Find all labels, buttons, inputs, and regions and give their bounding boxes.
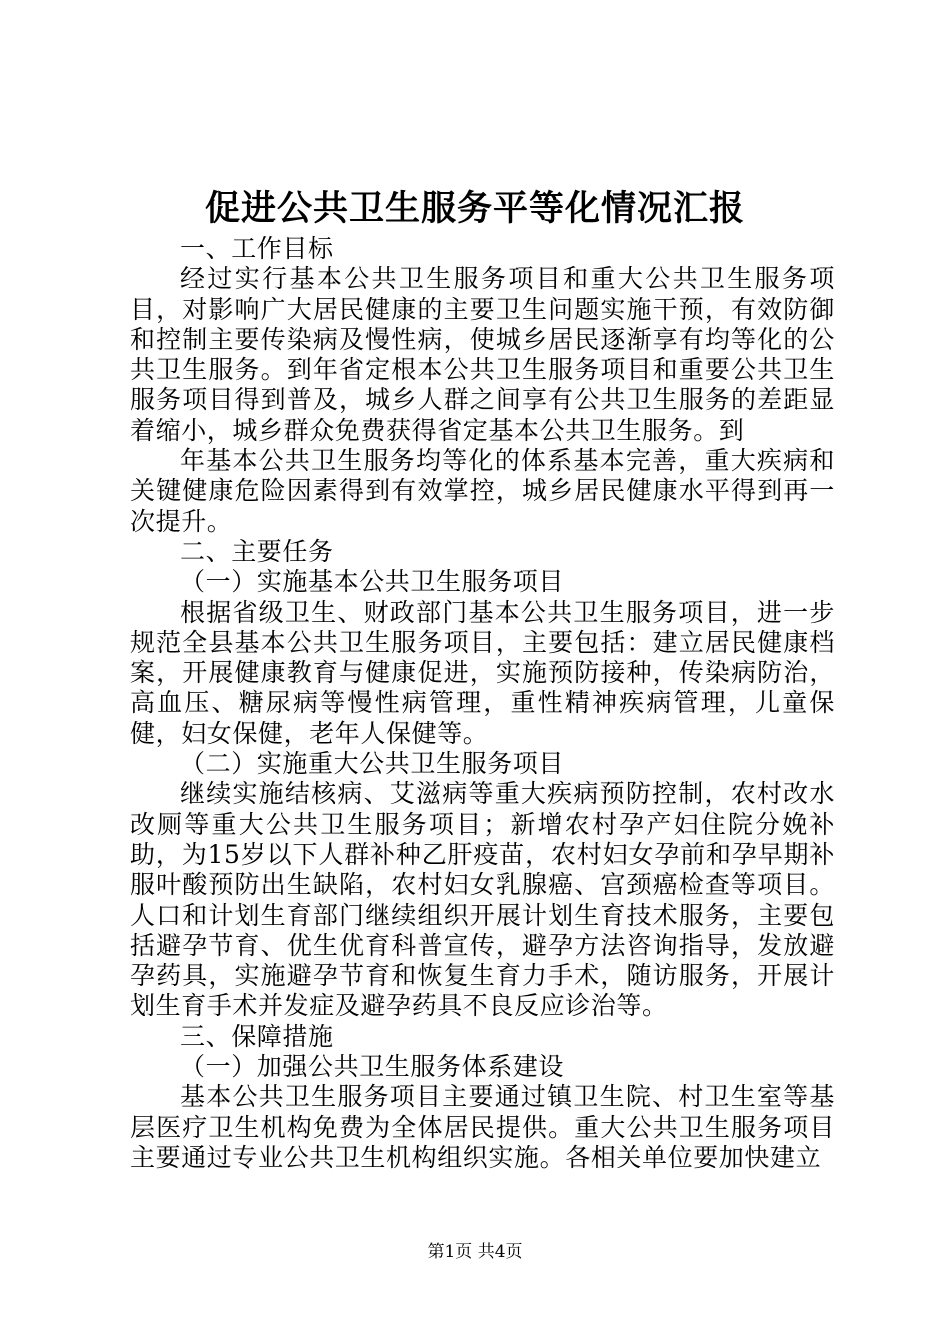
document-body xyxy=(130,234,835,1173)
subsection-heading: （二）实施重大公共卫生服务项目 xyxy=(180,749,565,779)
section-heading-goals: 一、工作目标 xyxy=(180,234,334,263)
document-title: 促进公共卫生服务平等化情况汇报 xyxy=(204,188,745,229)
page-number: 第1页 共4页 xyxy=(427,1242,523,1262)
paragraph: 继续实施结核病、艾滋病等重大疾病预防控制，农村改水改厕等重大公共卫生服务项目；新增农村孕产妇住院分娩补助，为15岁以下人群补种乙肝疫苗，农村妇女孕前和孕早期补服叶酸预防出生缺陷，农村妇女乳腺癌、宫颈癌检查等项目。人口和计划生育部门继续组织开展计划生育技术服务，主要包括避孕节育、优生优育科普宣传，避孕方法咨询指导，发放避孕药具，实施避孕节育和恢复生育力手术，随访服务，开展计划生育手术并发症及避孕药具不良反应诊治等。 xyxy=(130,779,835,1021)
paragraph: 基本公共卫生服务项目主要通过镇卫生院、村卫生室等基层医疗卫生机构免费为全体居民提供。重大公共卫生服务项目主要通过专业公共卫生机构组织实施。各相关单位要加快建立 xyxy=(130,1082,835,1172)
paragraph: 根据省级卫生、财政部门基本公共卫生服务项目，进一步规范全县基本公共卫生服务项目，主要包括：建立居民健康档案，开展健康教育与健康促进，实施预防接种，传染病防治，高血压、糖尿病等慢性病管理，重性精神疾病管理，儿童保健，妇女保健，老年人保健等。 xyxy=(130,597,835,748)
subsection-heading: （一）加强公共卫生服务体系建设 xyxy=(180,1052,565,1082)
section-heading-tasks: 二、主要任务 xyxy=(180,536,334,566)
section-heading-measures: 三、保障措施 xyxy=(180,1021,334,1051)
subsection-heading: （一）实施基本公共卫生服务项目 xyxy=(180,567,565,597)
paragraph: 经过实行基本公共卫生服务项目和重大公共卫生服务项目，对影响广大居民健康的主要卫生问题实施干预，有效防御和控制主要传染病及慢性病，使城乡居民逐渐享有均等化的公共卫生服务。到年省定根本公共卫生服务项目和重要公共卫生服务项目得到普及，城乡人群之间享有公共卫生服务的差距显着缩小，城乡群众免费获得省定基本公共卫生服务。到 xyxy=(130,264,835,445)
paragraph: 年基本公共卫生服务均等化的体系基本完善，重大疾病和关键健康危险因素得到有效掌控，城乡居民健康水平得到再一次提升。 xyxy=(130,446,835,536)
